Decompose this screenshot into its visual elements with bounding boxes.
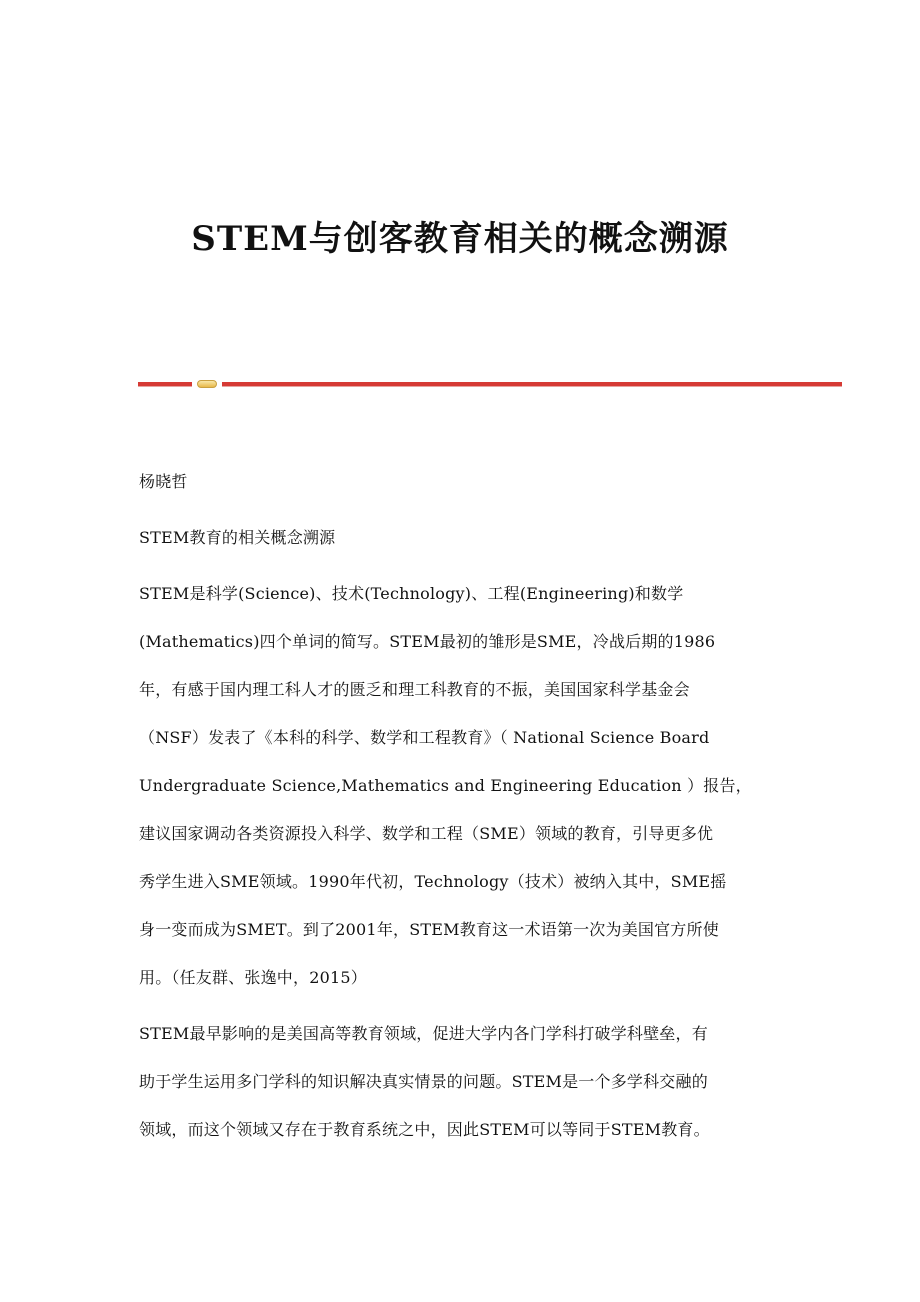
divider-bar-left — [138, 382, 192, 386]
paragraph-1-line: （NSF）发表了《本科的科学、数学和工程教育》（ National Science Board — [139, 728, 710, 747]
paragraph-1-line: 用。（任友群、张逸中，2015） — [139, 968, 367, 987]
paragraph-1-line: 建议国家调动各类资源投入科学、数学和工程（SME）领域的教育，引导更多优 — [139, 824, 714, 843]
paragraph-1-line: 年，有感于国内理工科人才的匮乏和理工科教育的不振，美国国家科学基金会 — [139, 680, 690, 699]
document-body — [139, 470, 784, 1166]
divider-ornament-icon — [197, 380, 217, 388]
paragraph-1-line: 身一变而成为SMET。到了2001年，STEM教育这一术语第一次为美国官方所使 — [139, 920, 719, 939]
divider-bar-right — [222, 382, 842, 386]
paragraph-2-line: 领域，而这个领域又存在于教育系统之中，因此STEM可以等同于STEM教育。 — [139, 1120, 710, 1139]
paragraph-2-line: 助于学生运用多门学科的知识解决真实情景的问题。STEM是一个多学科交融的 — [139, 1072, 708, 1091]
paragraph-2-line: STEM最早影响的是美国高等教育领域，促进大学内各门学科打破学科壁垒，有 — [139, 1024, 708, 1043]
paragraph-1-line: (Mathematics)四个单词的简写。STEM最初的雏形是SME，冷战后期的1986 — [139, 632, 716, 651]
paragraph-2 — [139, 1022, 784, 1142]
paragraph-1-line: Undergraduate Science,Mathematics and Engineering Education ）报告， — [139, 776, 752, 795]
section-heading: STEM教育的相关概念溯源 — [139, 528, 336, 547]
paragraph-1 — [139, 582, 784, 990]
paragraph-1-line: STEM是科学(Science)、技术(Technology)、工程(Engineering)和数学 — [139, 584, 684, 603]
paragraph-1-line: 秀学生进入SME领域。1990年代初，Technology（技术）被纳入其中，SME摇 — [139, 872, 727, 891]
title-divider — [138, 380, 842, 388]
author-name: 杨晓哲 — [139, 472, 188, 491]
document-title: STEM与创客教育相关的概念溯源 — [191, 219, 729, 259]
